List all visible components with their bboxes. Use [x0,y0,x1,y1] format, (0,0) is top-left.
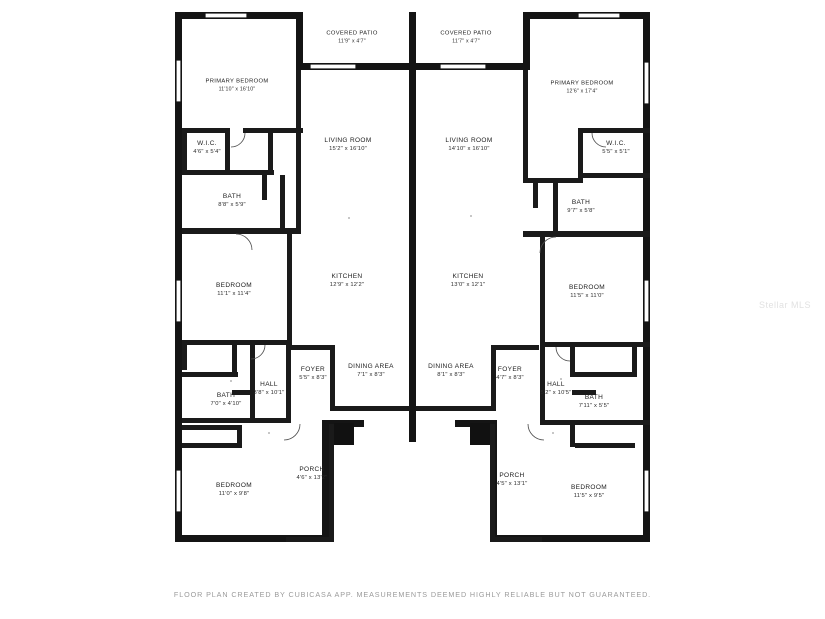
room-dimensions: 8'1" x 8'3" [437,371,465,378]
room-dimensions: 5'5" x 5'1" [602,148,630,155]
room-name: PRIMARY BEDROOM [205,78,269,85]
fixture-dot [230,380,232,382]
room-name: FOYER [497,365,523,373]
room-dimensions: 11'1" x 11'4" [217,290,251,297]
room-dimensions: 7'0" x 4'10" [210,400,242,407]
room-name: KITCHEN [452,272,484,280]
room-name: W.I.C. [197,139,217,147]
room-name: LIVING ROOM [324,136,372,144]
room-name: PORCH [499,471,525,479]
room-dimensions: 15'2" x 16'10" [329,145,367,152]
room-dimensions: 11'0" x 9'8" [218,490,250,497]
room-dimensions: 11'9" x 4'7" [338,38,366,45]
room-name: COVERED PATIO [440,30,492,37]
room-dimensions: 9'7" x 5'8" [567,207,595,214]
room-name: COVERED PATIO [326,30,378,37]
room-name: BEDROOM [568,283,606,291]
room-name: BEDROOM [215,481,253,489]
room-name: KITCHEN [331,272,363,280]
room-dimensions: 11'5" x 11'0" [570,292,604,299]
room-name: BEDROOM [215,281,253,289]
room-name: DINING AREA [348,362,394,370]
room-dimensions: 7'1" x 8'3" [357,371,385,378]
room-name: DINING AREA [428,362,474,370]
room-dimensions: 13'0" x 12'1" [450,281,486,288]
room-name: HALL [547,380,565,388]
fixture-dot [268,432,270,434]
room-name: W.I.C. [606,139,626,147]
room-dimensions: 4'5" x 13'1" [496,480,528,487]
room-name: BATH [584,393,604,401]
footer-disclaimer: FLOOR PLAN CREATED BY CUBICASA APP. MEASUREMENTS DEEMED HIGHLY RELIABLE BUT NOT GUARANTEED. [173,590,652,599]
room-name: HALL [260,380,278,388]
room-dimensions: 5'5" x 8'3" [299,374,327,381]
watermark: Stellar MLS [758,300,811,310]
room-dimensions: 4'6" x 5'4" [193,148,221,155]
room-name: LIVING ROOM [445,136,493,144]
room-dimensions: 4'6" x 13'2" [296,474,328,481]
fixture-dot [470,215,472,217]
room-dimensions: 12'6" x 17'4" [566,88,598,95]
room-dimensions: 14'10" x 16'10" [448,145,490,152]
room-name: BEDROOM [570,483,608,491]
room-name: BATH [216,391,236,399]
room-dimensions: 11'10" x 16'10" [218,86,256,93]
room-dimensions: 4'7" x 8'3" [496,374,524,381]
room-name: BATH [222,192,242,200]
room-dimensions: 11'7" x 4'7" [452,38,480,45]
room-dimensions: 12'9" x 12'2" [329,281,365,288]
fixture-dot [560,378,562,380]
room-name: FOYER [300,365,326,373]
room-dimensions: 8'8" x 5'9" [218,201,246,208]
fixture-dot [552,432,554,434]
room-dimensions: 11'5" x 9'5" [573,492,605,499]
room-dimensions: 5'2" x 10'5" [540,389,572,396]
room-dimensions: 3'8" x 10'1" [253,389,285,396]
room-name: BATH [571,198,591,206]
fixture-dot [348,217,350,219]
room-name: PORCH [299,465,325,473]
room-dimensions: 7'11" x 5'5" [578,402,610,409]
room-name: PRIMARY BEDROOM [550,80,614,87]
